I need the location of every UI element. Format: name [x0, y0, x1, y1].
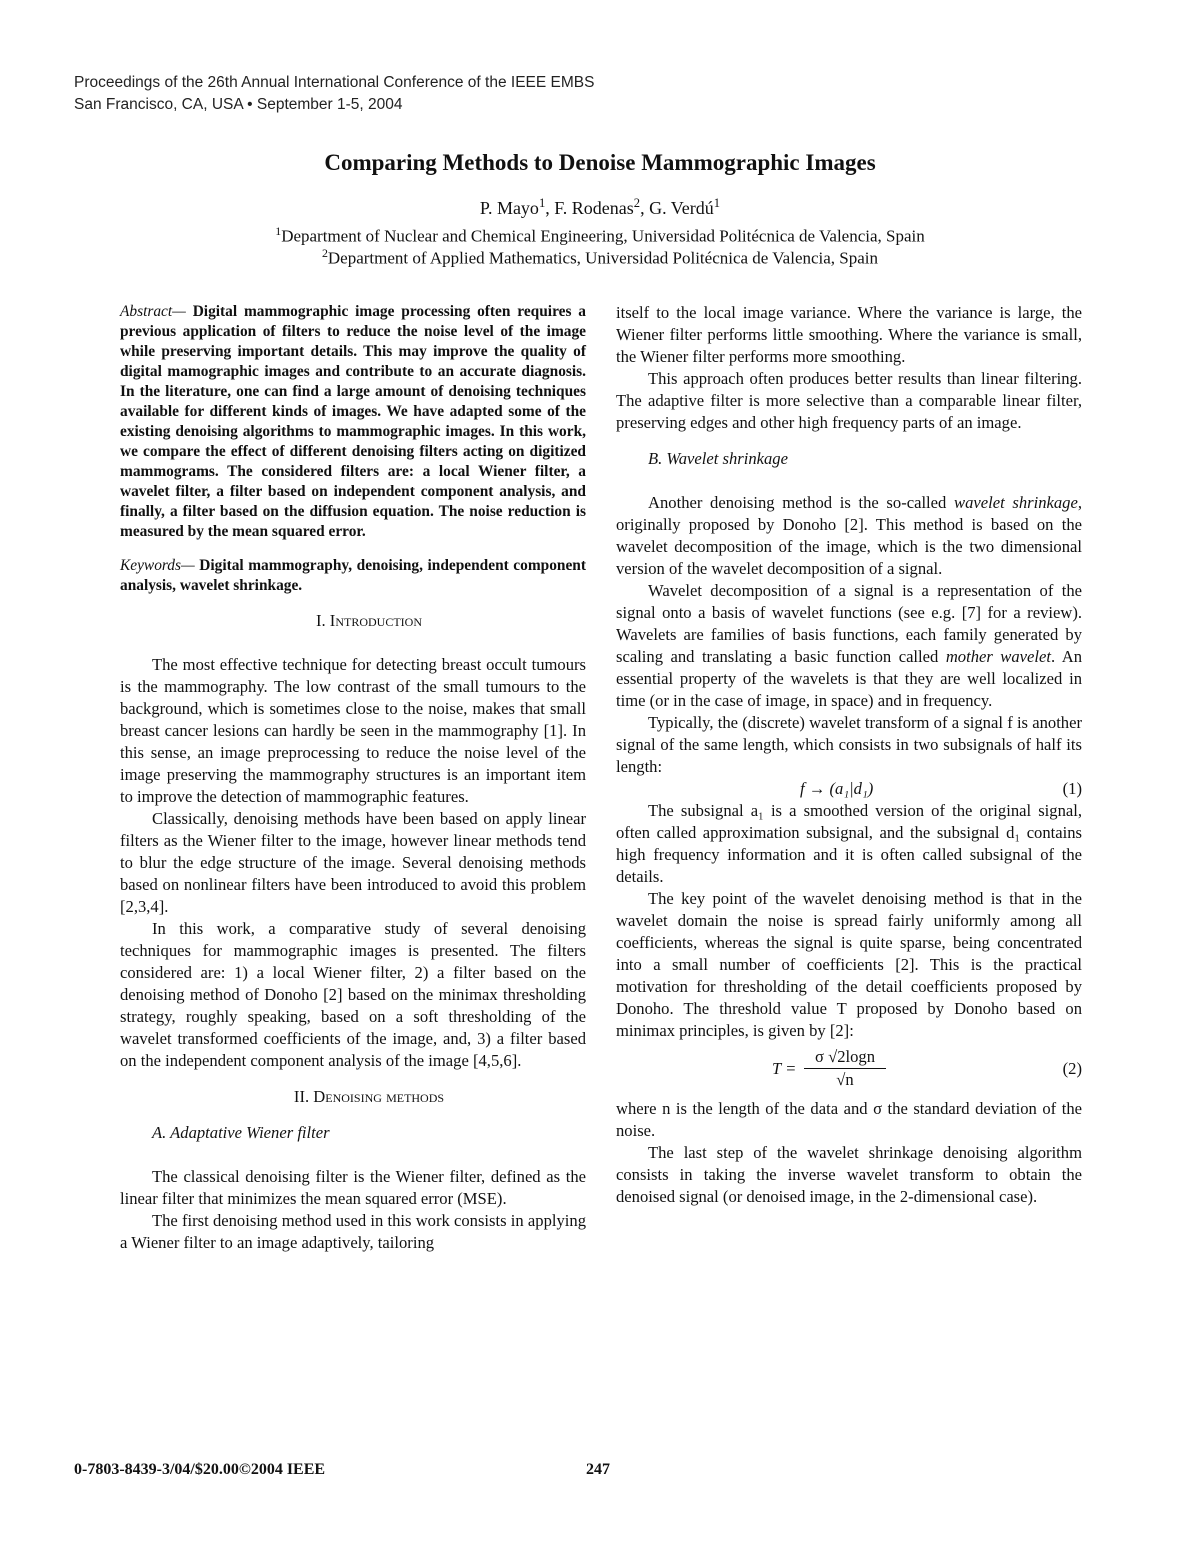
proceedings-line-1: Proceedings of the 26th Annual International Conference of the IEEE EMBS [74, 74, 595, 91]
proceedings-header [74, 72, 594, 116]
affiliation-2: $^2$Department of Applied Mathematics, Universidad Politécnica de Valencia, Spain [321, 246, 879, 268]
page-number: 247 [586, 1461, 610, 1478]
abstract-text: Digital mammographic image processing often requires a previous application of filters to reduce the noise level of the image while preserving important details. This may improve the quality of digital mamographic images and contribute to an accurate diagnosis. In the literature, one can find a large amount of denoising techniques available for different kinds of images. We have adapted some of the existing denoising algorithms to mammographic images. In this work, we compare the effect of different denoising filters acting on digitized mammograms. The considered filters are: a local Wiener filter, a wavelet filter, a filter based on independent component analysis, and finally, a filter based on the diffusion equation. The noise reduction is measured by the mean squared error. [120, 303, 586, 540]
wiener-paragraph-2: The first denoising method used in this work consists in applying a Wiener filter to an image adaptively, tailoring [120, 1211, 586, 1252]
wavelet-p2-em: mother wavelet [945, 647, 1051, 666]
affiliation-2-text: Department of Applied Mathematics, Universidad Politécnica de Valencia, Spain [327, 248, 879, 268]
subsection-wavelet: B. Wavelet shrinkage [648, 449, 788, 468]
section-introduction: I. Introduction [315, 611, 422, 630]
wiener-paragraph-1: The classical denoising filter is the Wiener filter, defined as the linear filter that minimizes the mean squared error (MSE). [120, 1167, 586, 1208]
equation-2-denominator: √n [836, 1070, 854, 1089]
wavelet-p1-a: Another denoising method is the so-called [648, 493, 955, 512]
paper-title: Comparing Methods to Denoise Mammographic Images [324, 150, 876, 175]
equation-2-number: (2) [1062, 1059, 1082, 1078]
equation-1 [616, 778, 1082, 800]
equation-2-numerator: σ √2logn [804, 1046, 886, 1069]
equation-1-number: (1) [1062, 779, 1082, 798]
author-1: P. Mayo [479, 198, 539, 218]
wavelet-paragraph-7: The last step of the wavelet shrinkage denoising algorithm consists in taking the inverse wavelet transform to obtain the denoised signal (or denoised image, in the 2-dimensional case). [616, 1143, 1082, 1206]
wavelet-paragraph-3: Typically, the (discrete) wavelet transform of a signal f is another signal of the same length, which consists in two subsignals of half its length: [616, 713, 1082, 776]
wavelet-p1-em: wavelet shrinkage [954, 493, 1078, 512]
wavelet-p1-b: , originally proposed by Donoho [2]. This method is based on the wavelet decomposition of the image, which is the two dimensional version of the wavelet decomposition of a signal. [616, 493, 1082, 578]
affiliation-1: $^1$Department of Nuclear and Chemical Engineering, Universidad Politécnica de Valencia, Spain [275, 224, 925, 246]
subsection-wiener: A. Adaptative Wiener filter [152, 1123, 330, 1142]
wavelet-paragraph-5: The key point of the wavelet denoising method is that in the wavelet domain the noise is spread fairly uniformly among all coefficients, whereas the signal is quite sparse, being concentrated into a small number of coefficients [2]. This is the practical motivation for thresholding of the detail coefficients proposed by Donoho. The threshold value T proposed by Donoho based on minimax principles, is given by [2]: [616, 889, 1082, 1040]
author-list: P. Mayo$^1$, F. Rodenas$^2$, G. Verdú$^1$ [479, 196, 721, 218]
wiener-paragraph-4: This approach often produces better results than linear filtering. The adaptive filter is more selective than a comparable linear filter, preserving edges and other high frequency parts of an image. [616, 369, 1082, 432]
intro-paragraph-3: In this work, a comparative study of several denoising techniques for mammographic images is presented. The filters considered are: 1) a local Wiener filter, 2) a filter based on the denoising method of Donoho [2] based on the minimax thresholding strategy, roughly speaking, based on a soft thresholding of the wavelet transformed coefficients of the image, and, 3) a filter based on the independent component analysis of the image [4,5,6]. [120, 919, 586, 1070]
author-3: G. Verdú [649, 198, 714, 218]
footer-isbn: 0-7803-8439-3/04/$20.00©2004 IEEE [74, 1461, 326, 1478]
equation-1-body: f → (a₁|d₁) [800, 779, 874, 798]
equation-2 [616, 1046, 1082, 1094]
keywords-text: Digital mammography, denoising, independent component analysis, wavelet shrinkage. [120, 557, 586, 594]
wavelet-paragraph-2 [616, 580, 1082, 712]
keywords-label: Keywords— [120, 557, 195, 574]
wavelet-paragraph-4: The subsignal a₁ is a smoothed version of the original signal, often called approximation subsignal, and the subsignal d₁ contains high frequency information and it is often called subsignal of the details. [616, 801, 1082, 886]
right-column [616, 302, 1082, 1208]
intro-paragraph-1: The most effective technique for detecting breast occult tumours is the mammography. The low contrast of the small tumours to the background, which is sometimes close to the noise, makes that small breast cancer lesions can hardly be seen in the mammography [1]. In this sense, an image preprocessing to reduce the noise level of the image preserving the mammography structures is an important item to improve the detection of mammographic features. [120, 655, 586, 806]
affiliation-1-text: Department of Nuclear and Chemical Engineering, Universidad Politécnica de Valencia, Spain [281, 226, 925, 246]
left-column [120, 302, 586, 1254]
wavelet-paragraph-6: where n is the length of the data and σ the standard deviation of the noise. [616, 1099, 1082, 1140]
wiener-paragraph-3: itself to the local image variance. Where the variance is large, the Wiener filter performs little smoothing. Where the variance is small, the Wiener filter performs more smoothing. [616, 303, 1082, 366]
keywords [120, 556, 586, 596]
wavelet-p2-a: Wavelet decomposition of a signal is a representation of the signal onto a basis of wavelet functions (see e.g. [7] for a review). Wavelets are families of basis functions, each family generated by scaling and translating a basic function called [616, 581, 1082, 666]
abstract-label: Abstract— [120, 303, 186, 320]
wavelet-p2-b: . An essential property of the wavelets is that they are well localized in time (or in the case of image, in space) and in frequency. [616, 647, 1083, 710]
equation-2-lhs: T = [772, 1059, 797, 1078]
intro-paragraph-2: Classically, denoising methods have been based on apply linear filters as the Wiener filter to the image, however linear methods tend to blur the edge structure of the image. Several denoising methods based on nonlinear filters have been introduced to avoid this problem [2,3,4]. [120, 809, 586, 916]
section-denoising-methods: II. Denoising methods [293, 1087, 445, 1106]
proceedings-line-2: San Francisco, CA, USA • September 1-5, 2004 [74, 96, 403, 113]
wavelet-paragraph-1 [616, 492, 1082, 580]
equation-2-fraction [804, 1046, 886, 1091]
abstract [120, 302, 586, 542]
author-2: F. Rodenas [554, 198, 634, 218]
